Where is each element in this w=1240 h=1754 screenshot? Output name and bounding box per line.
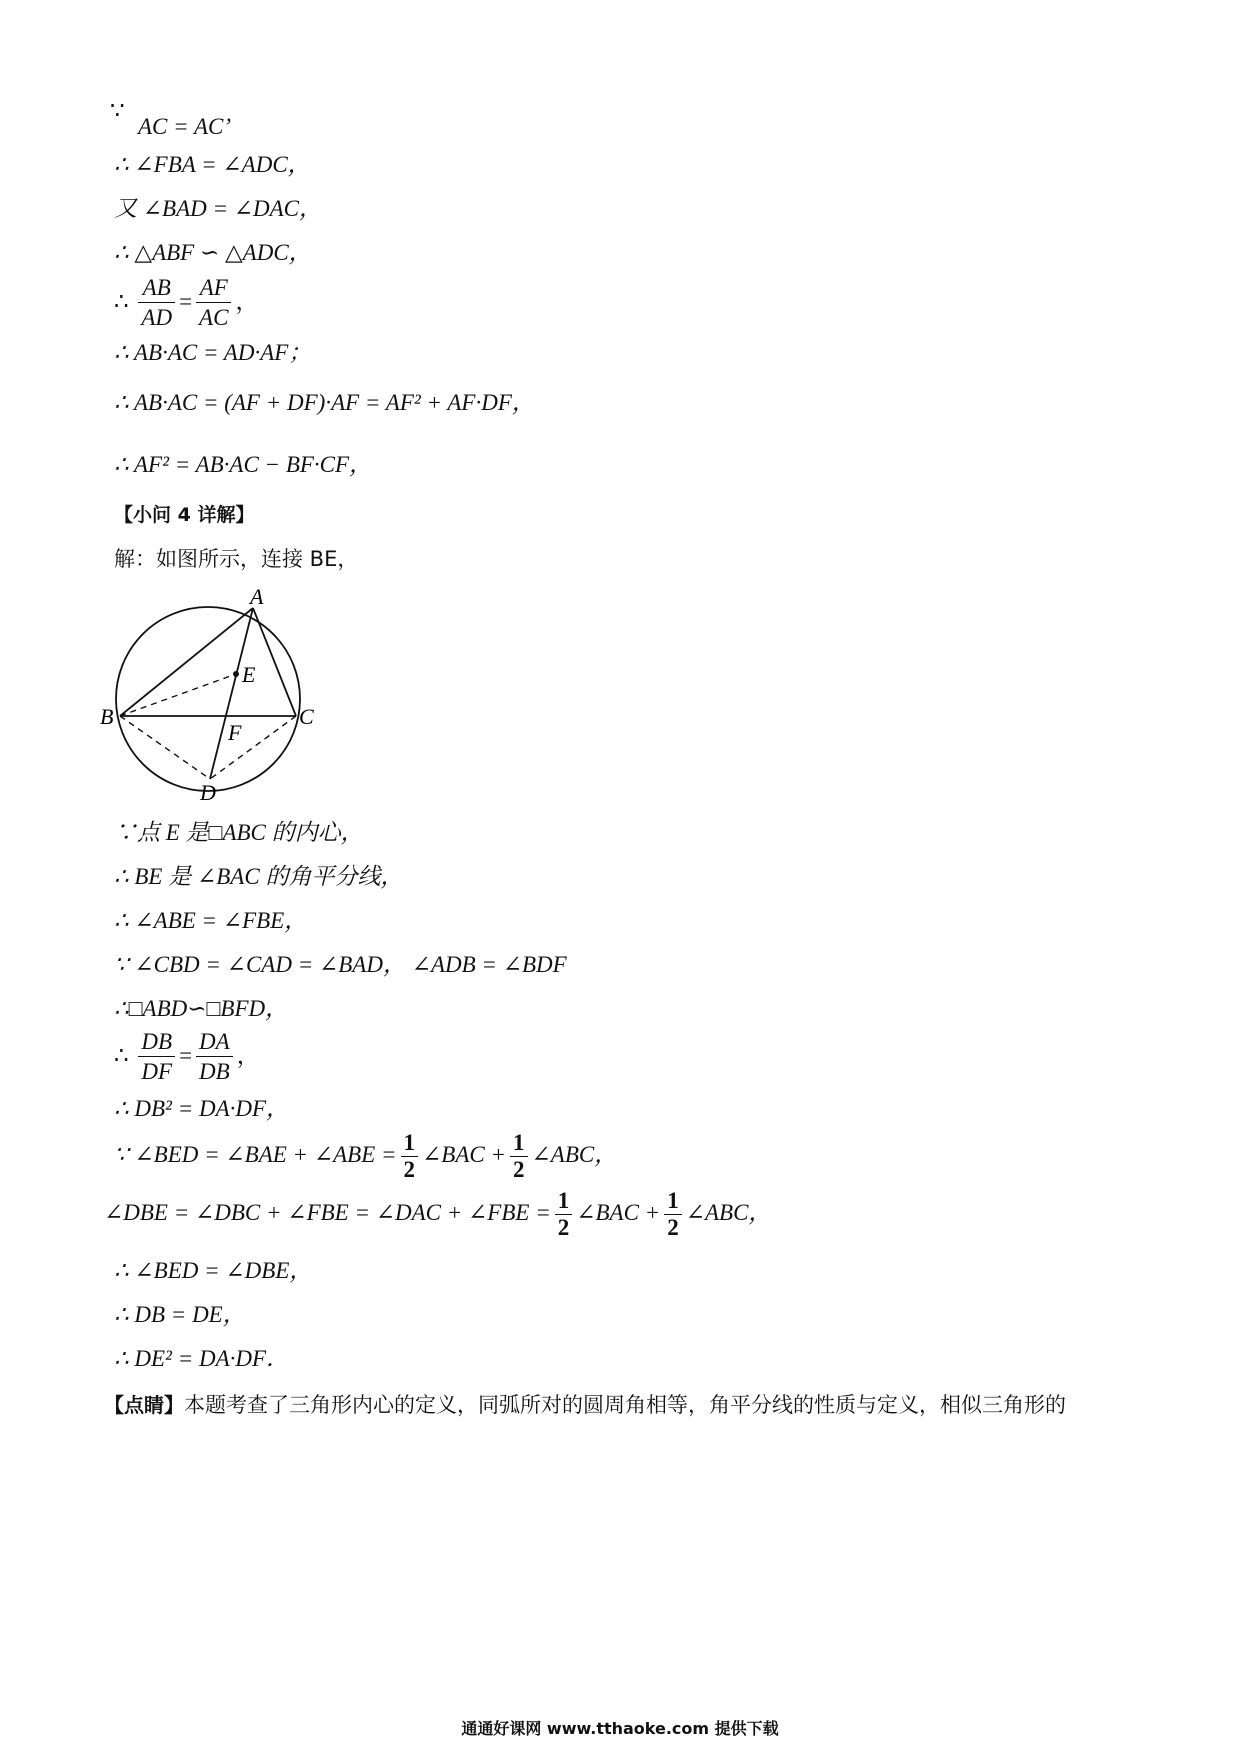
comment-text: 本题考查了三角形内心的定义，同弧所对的圆周角相等，角平分线的性质与定义，相似三角形的 — [184, 1393, 1066, 1417]
proof-line-7: ∴ AB·AC = (AF + DF)·AF = AF² + AF·DF， — [114, 390, 535, 415]
point-e — [233, 671, 239, 677]
proof-line-16: ∴ DB² = DA·DF， — [114, 1096, 290, 1121]
proof-line-17: ∵ ∠BED = ∠BAE + ∠ABE = $\frac{1}{2}$ ∠BAC + $\frac{1}{2}$ ∠ABC， — [114, 1130, 618, 1182]
proof-line-5-ratio: ∴ $\frac{AB}{AD}$ = $\frac{AF}{AC}$ ， — [114, 274, 258, 333]
proof-line-11: ∴ BE 是 ∠BAC 的角平分线， — [114, 864, 404, 889]
proof-line-14: ∴□ABD∽□BFD， — [114, 996, 289, 1021]
label-a: A — [250, 584, 264, 609]
circumcircle — [116, 607, 300, 791]
proof-line-13: ∵ ∠CBD = ∠CAD = ∠BAD， ∠ADB = ∠BDF — [114, 952, 567, 977]
comment-tag: 【点睛】 — [104, 1393, 184, 1417]
arc-equality: AC = AC’ — [138, 114, 232, 139]
proof-line-10: ∵点 E 是□ABC 的内心， — [114, 820, 364, 845]
denominator: DB — [196, 1056, 233, 1087]
geometry-figure — [96, 584, 356, 824]
proof-line-18: ∠DBE = ∠DBC + ∠FBE = ∠DAC + ∠FBE = $\frac{1}{2}$ ∠BAC + $\frac{1}{2}$ ∠ABC， — [104, 1188, 772, 1240]
page-footer: 通通好课网 www.tthaoke.com 提供下载 — [461, 1719, 779, 1738]
denominator: DF — [138, 1056, 175, 1087]
segment-be-dashed — [120, 674, 236, 716]
segment-ab — [120, 608, 253, 716]
numerator: AB — [142, 275, 171, 300]
comment-paragraph — [104, 1390, 1066, 1420]
proof-line-21: ∴ DE² = DA·DF． — [114, 1346, 290, 1371]
proof-line-3: 又 ∠BAD = ∠DAC， — [114, 196, 323, 221]
numerator: DA — [199, 1029, 230, 1054]
numerator: DB — [141, 1029, 173, 1054]
proof-line-1 — [110, 98, 232, 139]
proof-line-20: ∴ DB = DE， — [114, 1302, 246, 1327]
solution-intro: 解：如图所示，连接 BE， — [114, 547, 359, 571]
proof-line-2: ∴ ∠FBA = ∠ADC， — [114, 152, 311, 177]
therefore-symbol: ∴ — [114, 1042, 129, 1068]
fraction-af-ac — [196, 274, 231, 333]
fraction-half: $\frac{1}{2}$ — [510, 1130, 528, 1183]
segment-bd-dashed — [120, 716, 210, 779]
segment-ad — [210, 608, 253, 779]
fraction-half: $\frac{1}{2}$ — [664, 1188, 682, 1241]
denominator: AC — [196, 302, 231, 333]
numerator: AF — [199, 275, 228, 300]
label-b: B — [100, 704, 114, 729]
therefore-symbol: ∴ — [114, 288, 129, 314]
proof-line-15-ratio: ∴ $\frac{DB}{DF}$ = $\frac{DA}{DB}$ ， — [114, 1028, 260, 1087]
proof-line-6: ∴ AB·AC = AD·AF； — [114, 340, 312, 365]
denominator: AD — [138, 302, 175, 333]
fraction-half: $\frac{1}{2}$ — [555, 1188, 573, 1241]
fraction-half: $\frac{1}{2}$ — [401, 1130, 419, 1183]
fraction-ab-ad — [138, 274, 175, 333]
proof-line-12: ∴ ∠ABE = ∠FBE， — [114, 908, 308, 933]
label-c: C — [299, 704, 314, 729]
proof-line-8: ∴ AF² = AB·AC − BF·CF， — [114, 452, 373, 477]
proof-line-19: ∴ ∠BED = ∠DBE， — [114, 1258, 313, 1283]
label-e: E — [242, 662, 256, 687]
label-f: F — [228, 720, 242, 745]
segment-ac — [253, 608, 296, 716]
fraction-db-df — [138, 1028, 175, 1087]
label-d: D — [200, 780, 216, 805]
fraction-da-db — [196, 1028, 233, 1087]
proof-line-4: ∴ △ABF ∽ △ADC， — [114, 240, 312, 265]
section-heading-q4: 【小问 4 详解】 — [114, 504, 255, 526]
because-symbol: ∵ — [110, 98, 125, 123]
